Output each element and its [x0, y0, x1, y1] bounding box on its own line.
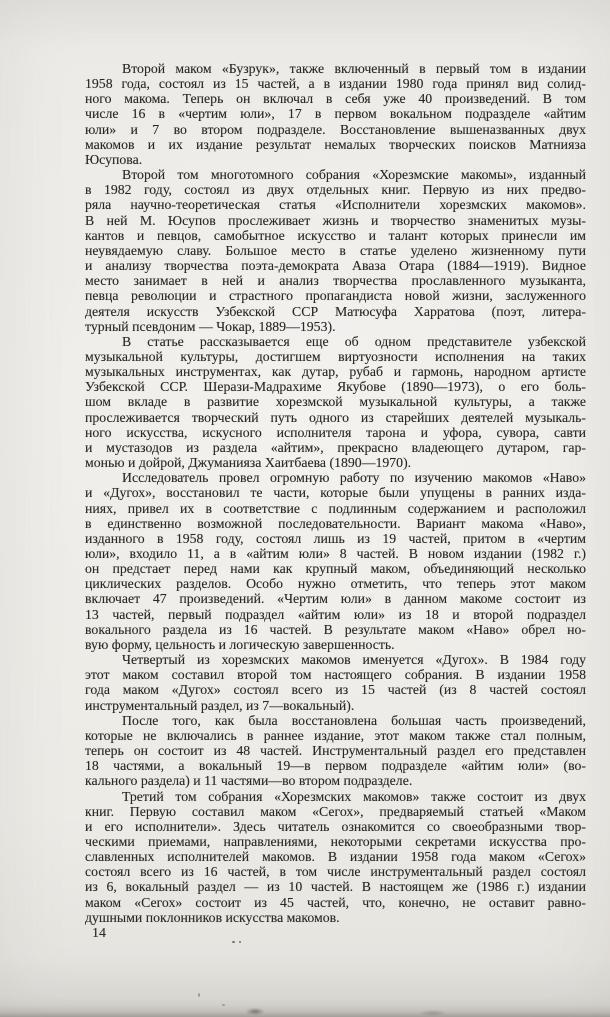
text-line: вую форму, цельность и логическую завершенность. [85, 636, 395, 652]
text-line: деятеля искусств Узбекской ССР Матюсуфа Харратова (поэт, литера- [85, 303, 586, 319]
text-line: славленных исполнителей макомов. В издании 1958 года маком «Сегох» [85, 849, 586, 865]
text-line: из 6, вокальный раздел — из 10 частей. В настоящем же (1986 г.) издании [85, 879, 586, 895]
text-line: 13 частей, первый подраздел «айтим юли» из 18 и второй подраздел [85, 606, 586, 622]
text-line: шом вкладе в развитие хорезмской музыкальной культуры, а также [85, 394, 586, 410]
text-line: которые не включались в раннее издание, этот маком также стал полным, [85, 727, 586, 743]
text-line: неувядаемую славу. Большое место в статье уделено жизненному пути [85, 242, 586, 258]
speck [222, 1004, 225, 1006]
text-line: 1958 года, состоял из 15 частей, а в издании 1980 года принял вид солид- [85, 76, 586, 92]
page-text [85, 61, 586, 925]
text-line: После того, как была восстановлена большая часть произведений, [122, 712, 586, 728]
text-line: инструментальный раздел, из 7—вокальный). [85, 697, 355, 713]
text-line: Третий том собрания «Хорезмских макомов» также состоит из двух [122, 788, 586, 804]
smudge [420, 1010, 446, 1016]
paragraph [85, 470, 586, 652]
text-line: числе 16 в «чертим юли», 17 в первом вокальном подразделе «айтим [85, 106, 586, 122]
text-line: ного искусства, искусного исполнителя тарона и уфора, сувора, савти [85, 424, 586, 440]
text-line: 18 частями, а вокальный 19—в первом подразделе «айтим юли» (во- [85, 758, 586, 774]
text-line: В статье рассказывается еще об одном представителе узбекской [122, 333, 586, 349]
paragraph [85, 713, 586, 789]
smudge [246, 1008, 264, 1015]
text-line: и мустазодов из раздела «айтим», прекрасно владеющего дутаром, гар- [85, 439, 586, 455]
text-line: юли» и 7 во втором подразделе. Восстановление вышеназванных двух [85, 121, 586, 137]
page-number: 14 [92, 926, 106, 941]
text-line: ниях, привел их в соответствие с подлинным содержанием и расположил [85, 500, 586, 516]
text-line: книг. Первую составил маком «Сегох», предваряемый статьей «Маком [85, 803, 586, 819]
text-line: прослеживается творческий путь одного из старейших деятелей музыкаль- [85, 409, 586, 425]
text-line: турный псевдоним — Чокар, 1889—1953). [85, 318, 336, 334]
text-line: кантов и певцов, самобытное искусство и талант которых принесли им [85, 227, 586, 243]
text-line: циклических разделов. Особо нужно отметить, что теперь этот маком [85, 576, 586, 592]
text-line: кального раздела) и 11 частями—во втором подразделе. [85, 773, 413, 789]
paragraph [85, 167, 586, 334]
text-line: музыкальной культуры, достигшем виртуозности исполнения на таких [85, 348, 586, 364]
text-line: и его исполнители». Здесь читатель ознакомится со своеобразными твор- [85, 818, 586, 834]
text-line: включает 47 произведений. «Чертим юли» в данном макоме состоит из [85, 591, 586, 607]
text-line: теперь он состоит из 48 частей. Инструментальный раздел его представлен [85, 743, 586, 759]
paragraph [85, 652, 586, 713]
text-line: он предстает перед нами как крупный маком, объединяющий несколько [85, 561, 586, 577]
text-line: музыкальных инструментах, как дутар, рубаб и гармонь, народном артисте [85, 364, 586, 380]
text-line: состоял всего из 16 частей, в том числе инструментальный раздел состоял [85, 864, 586, 880]
text-line: певца революции и страстного пропагандиста новой жизни, заслуженного [85, 288, 586, 304]
text-line: Четвертый из хорезмских макомов именуется «Дугох». В 1984 году [122, 652, 586, 668]
text-line: ряла научно-теоретическая статья «Исполнители хорезмских макомов». [85, 197, 586, 213]
text-line: место занимает в ней и анализ творчества прославленного музыканта, [85, 273, 586, 289]
text-line: Узбекской ССР. Шерази-Мадрахиме Якубове (1890—1973), о его боль- [85, 379, 586, 395]
text-line: Второй том многотомного собрания «Хорезмские макомы», изданный [122, 167, 586, 183]
text-line: в 1982 году, состоял из двух отдельных книг. Первую из них предво- [85, 182, 586, 198]
text-line: и анализу творчества поэта-демократа Аваза Отара (1884—1919). Видное [85, 258, 586, 274]
text-line: макомов и их издание результат немалых творческих поисков Матнияза [85, 136, 586, 152]
paragraph [85, 334, 586, 470]
speck [239, 941, 241, 943]
text-line: ческими приемами, направлениями, некоторыми секретами искусства про- [85, 833, 586, 849]
page-edge-shadow [0, 1005, 610, 1017]
text-line: В ней М. Юсупов прослеживает жизнь и творчество знаменитых музы- [85, 212, 586, 228]
text-line: маком «Сегох» состоит из 45 частей, что, конечно, не оставит равно- [85, 894, 586, 910]
text-line: юли», входило 11, а в «айтим юли» 8 частей. В новом издании (1982 г.) [85, 546, 586, 561]
paragraph [85, 789, 586, 925]
text-line: в единственно возможной последовательности. Вариант макома «Наво», [85, 515, 586, 531]
text-line: Исследователь провел огромную работу по изучению макомов «Наво» [122, 470, 586, 486]
text-line: монью и дойрой, Джуманияза Хаитбаева (1890—1970). [85, 455, 412, 471]
text-line: и «Дугох», восстановил те части, которые были упущены в ранних изда- [85, 485, 586, 501]
text-line: года маком «Дугох» состоял всего из 15 частей (из 8 частей состоял [85, 682, 586, 698]
speck [198, 993, 200, 997]
speck [232, 941, 235, 943]
text-line: Юсупова. [85, 151, 143, 167]
text-line: ного макома. Теперь он включал в себя уже 40 произведений. В том [85, 91, 586, 107]
paragraph [85, 61, 586, 167]
text-line: этот маком составил второй том настоящего собрания. В издании 1958 [85, 667, 586, 683]
text-line: изданного в 1958 году, состоял лишь из 19 частей, притом в «чертим [85, 530, 586, 546]
text-line: Второй маком «Бузрук», также включенный в первый том в издании [122, 61, 586, 76]
text-line: душными поклонников искусства макомов. [85, 909, 340, 925]
text-line: вокального раздела из 16 частей. В результате маком «Наво» обрел но- [85, 621, 586, 637]
